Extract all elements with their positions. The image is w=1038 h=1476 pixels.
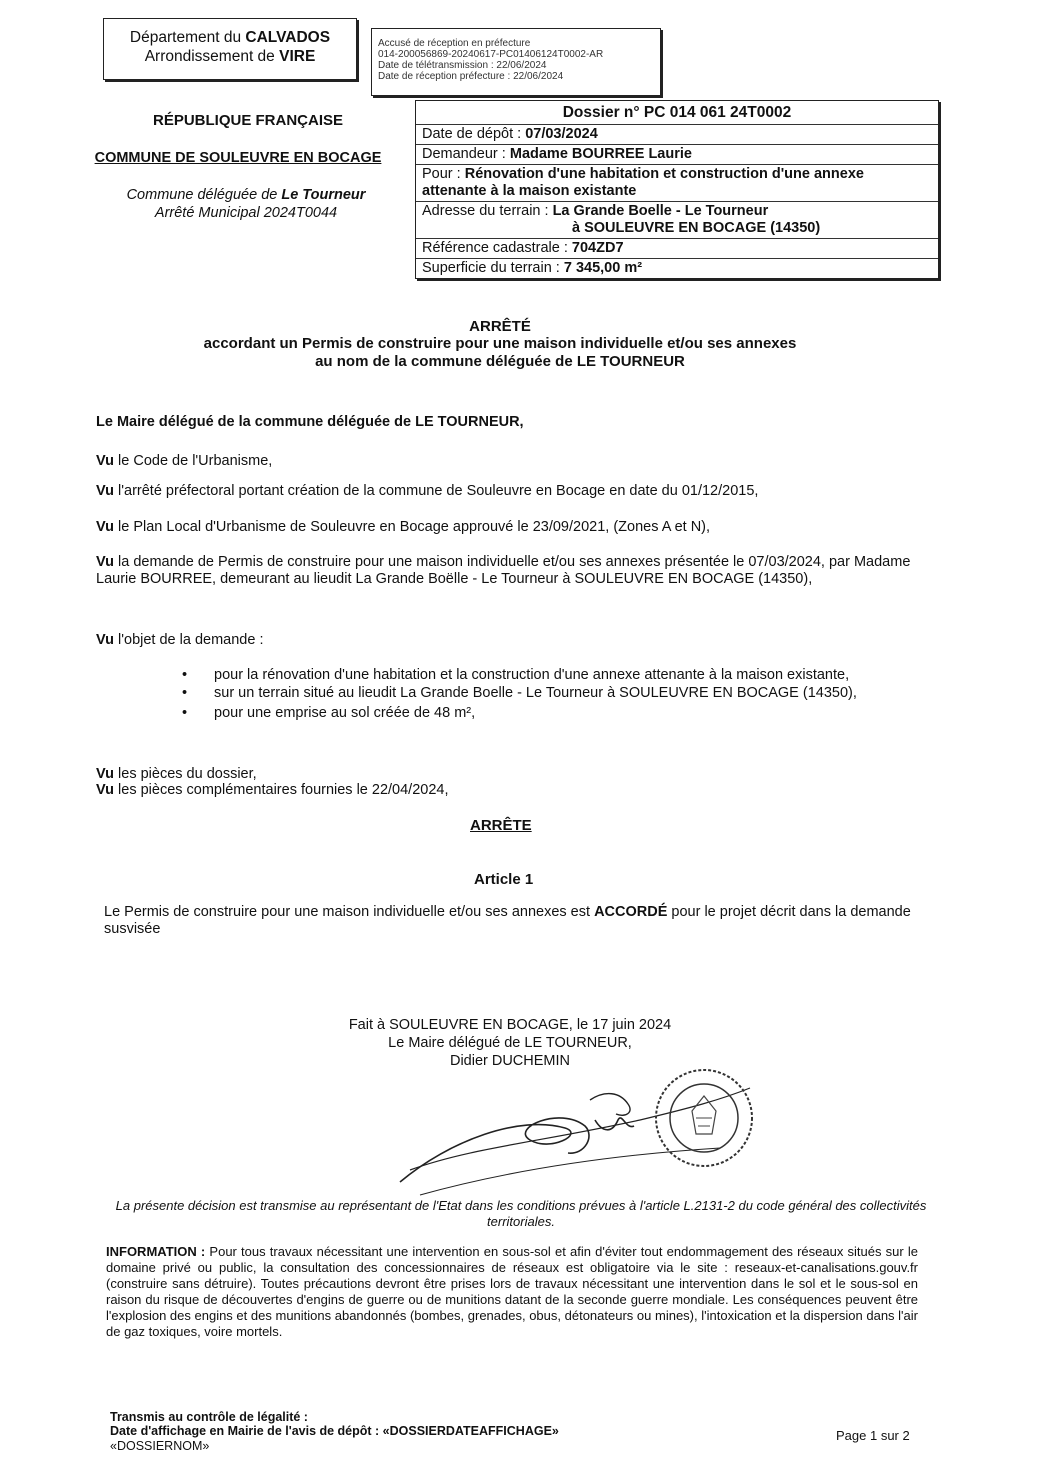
commune-heading: COMMUNE DE SOULEUVRE EN BOCAGE — [94, 150, 382, 166]
vu-demande: Vu la demande de Permis de construire pour une maison individuelle et/ou ses annexes présentée le 07/03/2024, par Madame Laurie BOURREE, demeurant au lieudit La Grande Boëlle - Le Tourneur à SOULEUVRE EN BOCAGE (14350), — [96, 554, 911, 587]
dossier-box — [415, 100, 939, 279]
dossier-adresse-row: Adresse du terrain : La Grande Boelle - Le Tourneur à SOULEUVRE EN BOCAGE (14350) — [416, 201, 938, 238]
dossier-cadastre-row: Référence cadastrale : 704ZD7 — [416, 238, 938, 258]
signature-name: Didier DUCHEMIN — [449, 1053, 571, 1069]
commune-deleguee-block — [96, 186, 396, 222]
arrete-municipal-ref: Arrêté Municipal 2024T0044 — [154, 205, 338, 221]
vu-pieces-complementaires: Vu les pièces complémentaires fournies le 22/04/2024, — [96, 782, 449, 798]
signature-place-date: Fait à SOULEUVRE EN BOCAGE, le 17 juin 2024 — [348, 1017, 672, 1033]
maire-line: Le Maire délégué de la commune déléguée de LE TOURNEUR, — [96, 414, 524, 430]
republique-heading: RÉPUBLIQUE FRANÇAISE — [152, 112, 343, 129]
dossier-number: Dossier n° PC 014 061 24T0002 — [562, 104, 792, 121]
information-block: INFORMATION : Pour tous travaux nécessitant une intervention en sous-sol et afin d'éviter tout endommagement des réseaux situés sur le domaine privé ou public, la consultation des concessionnaires de réseaux est obligatoire via le site : reseaux-et-canalisations.gouv.fr (construire sans détruire). Toutes précautions devront être prises lors de travaux nécessitant une intervention dans le sol et le sous-sol en raison du risque de découvertes d'engins de guerre ou de munitions datant de la seconde guerre mondiale. Les conséquences peuvent être l'explosion des engins et des munitions abandonnés (bombes, grenades, obus, détonateurs ou mines), l'intoxication et la dispersion dans l'air de gaz toxiques, voire mortels. — [106, 1244, 918, 1339]
list-item: • pour la rénovation d'une habitation et la construction d'une annexe attenante à la maison existante, — [176, 666, 916, 684]
arrondissement-line: Arrondissement de VIRE — [144, 48, 316, 65]
department-box — [103, 18, 357, 80]
article-heading: Article 1 — [474, 871, 534, 888]
commune-deleguee-line: Commune déléguée de Le Tourneur — [126, 187, 366, 203]
receipt-line-3: Date de télétransmission : 22/06/2024 — [378, 60, 547, 71]
vu-arrete-prefectoral: Vu l'arrêté préfectoral portant création de la commune de Souleuvre en Bocage en date du 01/12/2015, — [96, 483, 759, 499]
article-1-text: Le Permis de construire pour une maison individuelle et/ou ses annexes est ACCORDÉ pour le projet décrit dans la demande susvisée — [104, 904, 911, 937]
dossier-superficie-row: Superficie du terrain : 7 345,00 m² — [416, 258, 938, 278]
dossier-demandeur-row: Demandeur : Madame BOURREE Laurie — [416, 144, 938, 164]
vu-code-urbanisme: Vu le Code de l'Urbanisme, — [96, 453, 273, 469]
official-stamp-icon — [652, 1066, 756, 1170]
list-item: • sur un terrain situé au lieudit La Grande Boelle - Le Tourneur à SOULEUVRE EN BOCAGE (14350), — [176, 684, 916, 702]
transmission-notice: La présente décision est transmise au représentant de l'Etat dans les conditions prévues à l'article L.2131-2 du code général des collectivités territoriales. — [115, 1198, 927, 1229]
arrete-subtitle-2: au nom de la commune déléguée de LE TOURNEUR — [315, 353, 685, 370]
signature-title: Le Maire délégué de LE TOURNEUR, — [388, 1035, 632, 1051]
arrete-title: ARRÊTÉ — [469, 318, 531, 335]
receipt-line-1: Accusé de réception en préfecture — [378, 38, 531, 49]
arrete-subtitle-1: accordant un Permis de construire pour une maison individuelle et/ou ses annexes — [203, 335, 797, 352]
receipt-line-2: 014-200056869-20240617-PC01406124T0002-AR — [378, 49, 604, 60]
receipt-line-4: Date de réception préfecture : 22/06/2024 — [378, 71, 564, 82]
list-item: • pour une emprise au sol créée de 48 m², — [176, 704, 916, 722]
vu-objet: Vu l'objet de la demande : — [96, 632, 264, 648]
department-line: Département du CALVADOS — [129, 29, 331, 46]
dossier-depot-row: Date de dépôt : 07/03/2024 — [416, 124, 938, 144]
vu-pieces: Vu les pièces du dossier, — [96, 766, 257, 782]
prefecture-receipt-box — [371, 28, 661, 96]
dossier-pour-row: Pour : Rénovation d'une habitation et construction d'une annexe attenante à la maison existante — [416, 164, 938, 201]
vu-plu: Vu le Plan Local d'Urbanisme de Souleuvre en Bocage approuvé le 23/09/2021, (Zones A et N), — [96, 519, 711, 535]
objet-list — [176, 666, 916, 722]
arrete-heading: ARRÊTE — [470, 817, 532, 834]
footer-affichage: Date d'affichage en Mairie de l'avis de dépôt : «DOSSIERDATEAFFICHAGE» — [110, 1424, 559, 1438]
footer-legalite: Transmis au contrôle de légalité : — [110, 1410, 308, 1424]
footer-dossiernom: «DOSSIERNOM» — [110, 1439, 210, 1453]
page-number: Page 1 sur 2 — [836, 1428, 910, 1443]
